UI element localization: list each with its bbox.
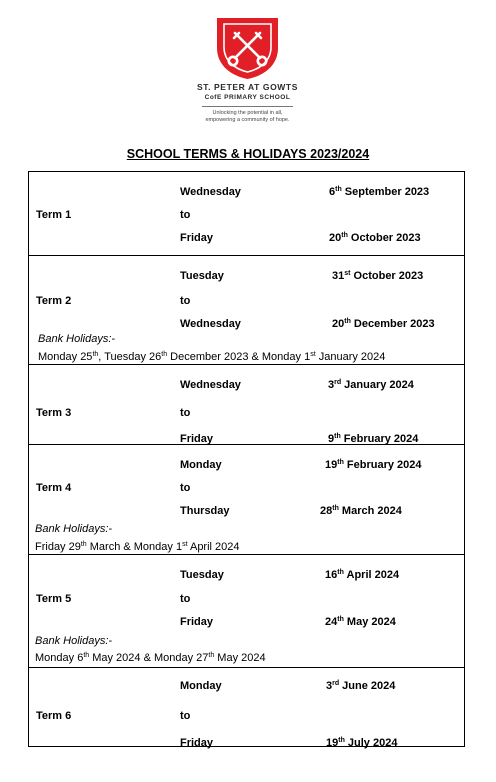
bank-holidays-dates: Monday 6th May 2024 & Monday 27th May 2024 [35, 652, 266, 664]
tagline-line-2: empowering a community of hope. [205, 117, 290, 123]
start-date: 3rd June 2024 [326, 680, 396, 692]
start-date: 16th April 2024 [325, 569, 400, 581]
school-subtitle: CofE PRIMARY SCHOOL [204, 94, 291, 101]
logo-divider [202, 106, 293, 107]
start-day: Monday [180, 459, 222, 471]
bank-holidays-dates: Friday 29th March & Monday 1st April 2024 [35, 541, 240, 553]
end-day: Friday [180, 737, 214, 749]
bank-holidays-title: Bank Holidays:- [38, 333, 116, 345]
to-label: to [180, 710, 191, 722]
term-box [28, 364, 465, 445]
crest-keys-icon [213, 16, 282, 80]
start-date: 3rd January 2024 [328, 379, 414, 391]
term-label: Term 4 [36, 482, 72, 494]
term-box [28, 554, 465, 668]
end-date: 24th May 2024 [325, 616, 396, 628]
to-label: to [180, 295, 191, 307]
term-box [28, 667, 465, 747]
school-tagline [190, 110, 305, 124]
end-date: 9th February 2024 [328, 433, 419, 445]
start-date: 31st October 2023 [332, 270, 424, 282]
term-label: Term 2 [36, 295, 72, 307]
end-day: Friday [180, 433, 214, 445]
end-day: Friday [180, 616, 214, 628]
start-date: 19th February 2024 [325, 459, 422, 471]
to-label: to [180, 209, 191, 221]
end-date: 19th July 2024 [326, 737, 398, 749]
term-box [28, 444, 465, 555]
start-date: 6th September 2023 [329, 186, 430, 198]
term-box [28, 255, 465, 365]
end-date: 20th October 2023 [329, 232, 421, 244]
term-label: Term 3 [36, 407, 72, 419]
term-label: Term 6 [36, 710, 72, 722]
term-label: Term 1 [36, 209, 72, 221]
end-day: Wednesday [180, 318, 241, 330]
bank-holidays-title: Bank Holidays:- [35, 635, 113, 647]
end-date: 28th March 2024 [320, 505, 402, 517]
to-label: to [180, 482, 191, 494]
term-box [28, 171, 465, 256]
start-day: Tuesday [180, 569, 224, 581]
bank-holidays-dates: Monday 25th, Tuesday 26th December 2023 & Monday 1st January 2024 [38, 351, 386, 363]
start-day: Wednesday [180, 379, 241, 391]
start-day: Tuesday [180, 270, 224, 282]
term-label: Term 5 [36, 593, 72, 605]
to-label: to [180, 593, 191, 605]
tagline-line-1: Unlocking the potential in all, [212, 110, 283, 116]
page-title: SCHOOL TERMS & HOLIDAYS 2023/2024 [126, 147, 370, 161]
start-day: Monday [180, 680, 222, 692]
end-date: 20th December 2023 [332, 318, 435, 330]
start-day: Wednesday [180, 186, 241, 198]
end-day: Friday [180, 232, 214, 244]
bank-holidays-title: Bank Holidays:- [35, 523, 113, 535]
school-name: ST. PETER AT GOWTS [197, 82, 298, 92]
school-logo [190, 16, 305, 131]
to-label: to [180, 407, 191, 419]
end-day: Thursday [180, 505, 230, 517]
